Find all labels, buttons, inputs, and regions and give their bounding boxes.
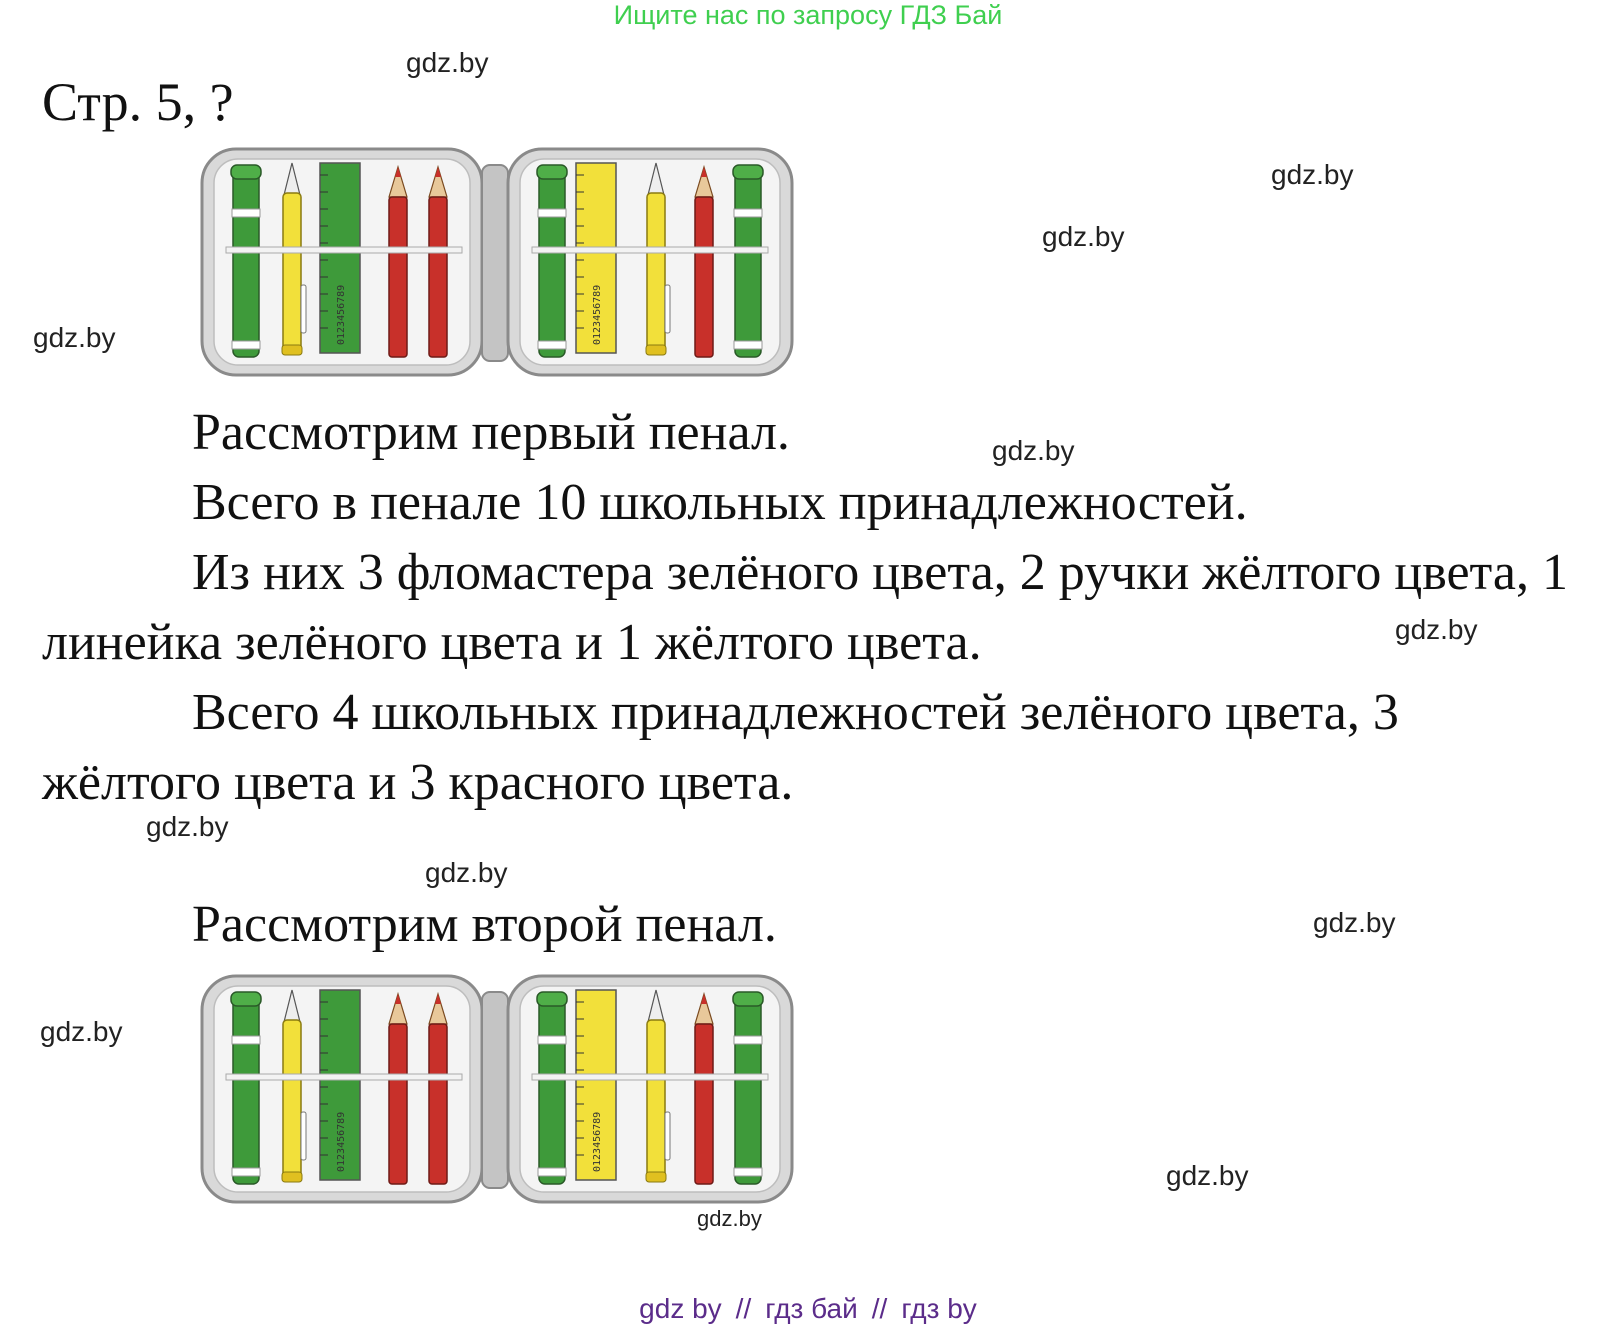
- svg-text:0123456789: 0123456789: [592, 284, 603, 345]
- strap: [226, 247, 462, 253]
- case-hinge: [482, 992, 508, 1188]
- footer-separator: //: [735, 1293, 752, 1324]
- strap: [532, 1074, 768, 1080]
- watermark: gdz.by: [697, 1206, 762, 1231]
- green-marker-icon: [733, 165, 763, 357]
- paragraph-4: Всего 4 школьных принадлежностей зелёного цвета, 3 жёлтого цвета и 3 красного цвета.: [42, 684, 1399, 811]
- case-hinge: [482, 165, 508, 361]
- green-ruler-icon: [320, 163, 360, 353]
- watermark: gdz.by: [1166, 1160, 1249, 1191]
- red-pencil-icon: [429, 994, 447, 1184]
- green-ruler-icon: [320, 990, 360, 1180]
- watermark: gdz.by: [146, 811, 229, 842]
- green-marker-icon: [733, 992, 763, 1184]
- pencil-case-illustration-2: [200, 972, 795, 1207]
- paragraph-2: Всего в пенале 10 школьных принадлежностей.: [192, 474, 1248, 531]
- green-marker-icon: [537, 165, 567, 357]
- paragraph-3: Из них 3 фломастера зелёного цвета, 2 ручки жёлтого цвета, 1 линейка зелёного цвета и 1 жёлтого цвета.: [42, 544, 1568, 671]
- footer-link-gdz-by-cyr[interactable]: гдз by: [901, 1293, 977, 1324]
- svg-text:0123456789: 0123456789: [336, 284, 347, 345]
- watermark: gdz.by: [406, 47, 489, 78]
- watermark: gdz.by: [40, 1016, 123, 1047]
- green-marker-icon: [537, 992, 567, 1184]
- green-marker-icon: [231, 165, 261, 357]
- green-marker-icon: [231, 992, 261, 1184]
- svg-text:0123456789: 0123456789: [592, 1111, 603, 1172]
- watermark: gdz.by: [1313, 907, 1396, 938]
- red-pencil-icon: [429, 167, 447, 357]
- footer-link-gdz-by[interactable]: gdz by: [639, 1293, 722, 1324]
- watermark: gdz.by: [992, 435, 1075, 466]
- watermark: gdz.by: [1271, 159, 1354, 190]
- pencil-case-illustration-1: [200, 145, 795, 380]
- page-heading: Стр. 5, ?: [42, 72, 234, 132]
- red-pencil-icon: [695, 167, 713, 357]
- strap: [532, 247, 768, 253]
- watermark: gdz.by: [1042, 221, 1125, 252]
- svg-text:0123456789: 0123456789: [336, 1111, 347, 1172]
- yellow-ruler-icon: [576, 990, 616, 1180]
- yellow-ruler-icon: [576, 163, 616, 353]
- paragraph-1: Рассмотрим первый пенал.: [192, 404, 790, 461]
- watermark: gdz.by: [1395, 614, 1478, 645]
- paragraph-5: Рассмотрим второй пенал.: [192, 896, 777, 953]
- red-pencil-icon: [389, 167, 407, 357]
- red-pencil-icon: [389, 994, 407, 1184]
- watermark: gdz.by: [425, 857, 508, 888]
- watermark: gdz.by: [33, 322, 116, 353]
- footer-separator: //: [871, 1293, 888, 1324]
- footer-link-gdz-bai[interactable]: гдз бай: [765, 1293, 858, 1324]
- strap: [226, 1074, 462, 1080]
- search-banner[interactable]: Ищите нас по запросу ГДЗ Бай: [613, 0, 1003, 30]
- red-pencil-icon: [695, 994, 713, 1184]
- footer-links: [0, 1294, 1616, 1324]
